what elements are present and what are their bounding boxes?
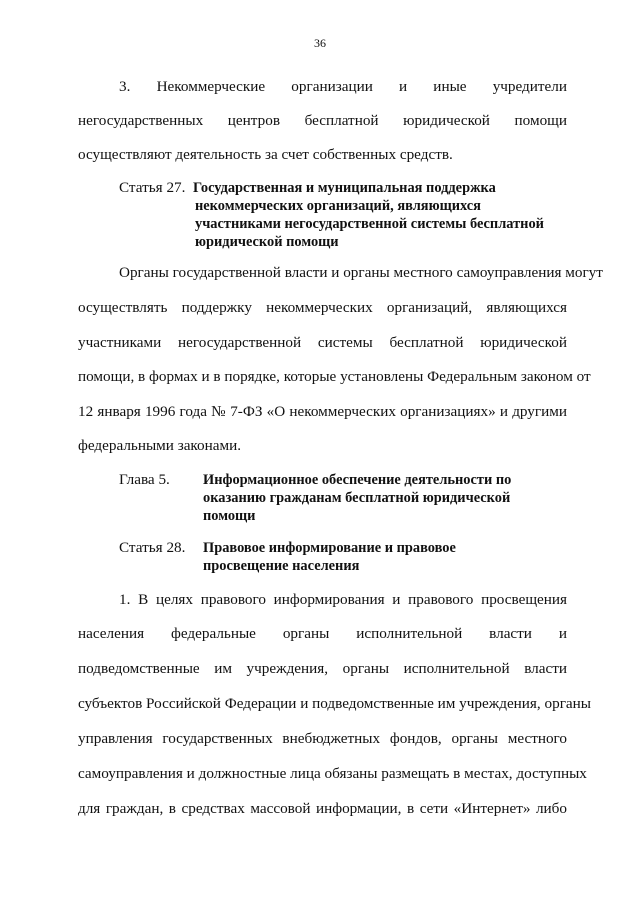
- paragraph-28-line-4: субъектов Российской Федерации и подведомственные им учреждения, органы: [78, 695, 592, 712]
- paragraph-27-line-6: федеральными законами.: [78, 437, 242, 454]
- page-number: 36: [314, 36, 326, 50]
- article-28-title-line-2: просвещение населения: [203, 558, 360, 574]
- paragraph-3-line-3: осуществляют деятельность за счет собственных средств.: [78, 146, 453, 163]
- paragraph-3-line-2: негосударственных центров бесплатной юридической помощи: [78, 112, 567, 129]
- paragraph-28-line-2: населения федеральные органы исполнительной власти и: [78, 625, 567, 642]
- paragraph-27-line-3: участниками негосударственной системы бесплатной юридической: [78, 334, 567, 351]
- paragraph-3-line-1: 3. Некоммерческие организации и иные учредители: [119, 78, 567, 95]
- article-28-label: Статья 28.: [119, 539, 186, 556]
- article-27-title-line-3: участниками негосударственной системы бесплатной: [195, 216, 544, 232]
- paragraph-27-line-4: помощи, в формах и в порядке, которые установлены Федеральным законом от: [78, 368, 591, 385]
- chapter-5-title-line-3: помощи: [203, 508, 256, 524]
- article-27-title-line-4: юридической помощи: [195, 234, 339, 250]
- article-27-title-line-1: Государственная и муниципальная поддержка: [193, 180, 496, 196]
- paragraph-28-line-3: подведомственные им учреждения, органы исполнительной власти: [78, 660, 567, 677]
- paragraph-28-line-6: самоуправления и должностные лица обязаны размещать в местах, доступных: [78, 765, 587, 782]
- article-27-label: Статья 27.: [119, 179, 186, 196]
- paragraph-27-line-1: Органы государственной власти и органы местного самоуправления могут: [119, 264, 603, 281]
- paragraph-27-line-2: осуществлять поддержку некоммерческих организаций, являющихся: [78, 299, 567, 316]
- article-28-title-line-1: Правовое информирование и правовое: [203, 540, 456, 556]
- paragraph-28-line-5: управления государственных внебюджетных фондов, органы местного: [78, 730, 567, 747]
- paragraph-28-line-7: для граждан, в средствах массовой информации, в сети «Интернет» либо: [78, 800, 567, 817]
- article-27-title-line-2: некоммерческих организаций, являющихся: [195, 198, 481, 214]
- paragraph-27-line-5: 12 января 1996 года № 7-ФЗ «О некоммерческих организациях» и другими: [78, 403, 567, 420]
- paragraph-28-line-1: 1. В целях правового информирования и правового просвещения: [119, 591, 567, 608]
- chapter-5-label: Глава 5.: [119, 471, 170, 488]
- chapter-5-title-line-1: Информационное обеспечение деятельности по: [203, 472, 512, 488]
- chapter-5-title-line-2: оказанию гражданам бесплатной юридической: [203, 490, 511, 506]
